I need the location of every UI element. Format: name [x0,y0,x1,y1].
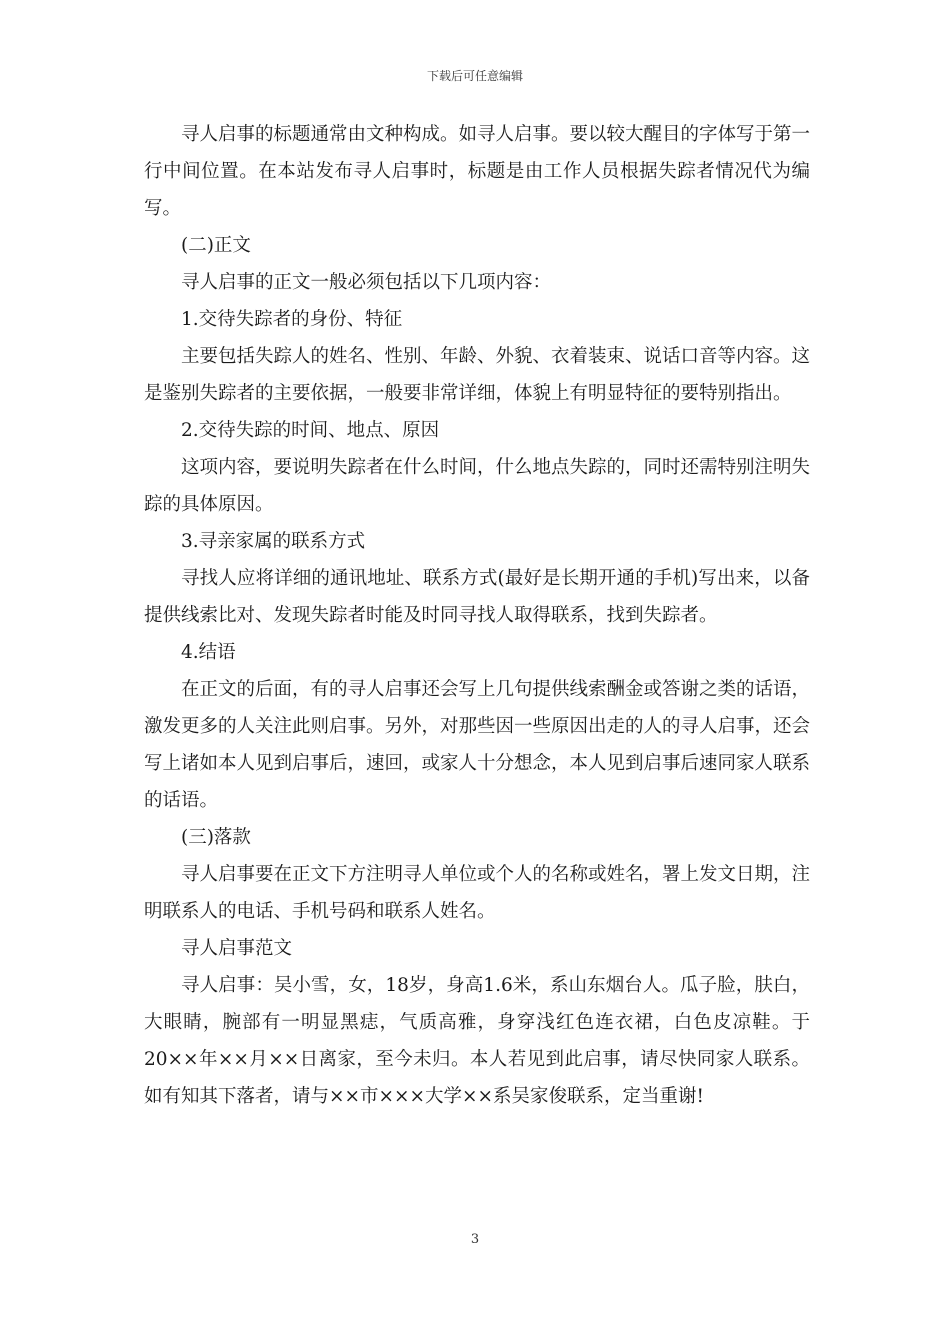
document-body [144,116,810,1115]
paragraph-contact: 寻找人应将详细的通讯地址、联系方式(最好是长期开通的手机)写出来，以备提供线索比对、发现失踪者时能及时同寻找人取得联系，找到失踪者。 [144,568,810,626]
paragraph-conclusion: 在正文的后面，有的寻人启事还会写上几句提供线索酬金或答谢之类的话语，激发更多的人关注此则启事。另外，对那些因一些原因出走的人的寻人启事，还会写上诸如本人见到启事后，速回，或家人十分想念，本人见到启事后速同家人联系的话语。 [144,679,811,811]
paragraph-body-intro: 寻人启事的正文一般必须包括以下几项内容： [181,272,552,293]
page-header: 下载后可任意编辑 [426,69,523,83]
sample-heading: 寻人启事范文 [181,938,293,959]
item-heading-contact: 3.寻亲家属的联系方式 [181,531,366,552]
page-number: 3 [470,1232,480,1247]
paragraph-title-description: 寻人启事的标题通常由文种构成。如寻人启事。要以较大醒目的字体写于第一行中间位置。在本站发布寻人启事时，标题是由工作人员根据失踪者情况代为编写。 [144,124,811,219]
paragraph-sample: 寻人启事：吴小雪，女，18岁，身高1.6米，系山东烟台人。瓜子脸，肤白，大眼睛，腕部有一明显黑痣，气质高雅，身穿浅红色连衣裙，白色皮凉鞋。于20××年××月××日离家，至今未归。本人若见到此启事，请尽快同家人联系。如有知其下落者，请与××市×××大学××系吴家俊联系，定当重谢! [144,975,810,1107]
section-heading-body: (二)正文 [181,235,251,256]
paragraph-signature: 寻人启事要在正文下方注明寻人单位或个人的名称或姓名，署上发文日期，注明联系人的电话、手机号码和联系人姓名。 [144,864,811,922]
item-heading-time-place: 2.交待失踪的时间、地点、原因 [181,420,440,441]
section-heading-signature: (三)落款 [181,827,251,848]
paragraph-identity: 主要包括失踪人的姓名、性别、年龄、外貌、衣着装束、说话口音等内容。这是鉴别失踪者的主要依据，一般要非常详细，体貌上有明显特征的要特别指出。 [144,346,811,404]
paragraph-time-place: 这项内容，要说明失踪者在什么时间，什么地点失踪的，同时还需特别注明失踪的具体原因。 [144,457,811,515]
item-heading-conclusion: 4.结语 [181,642,236,663]
item-heading-identity: 1.交待失踪者的身份、特征 [181,309,403,330]
